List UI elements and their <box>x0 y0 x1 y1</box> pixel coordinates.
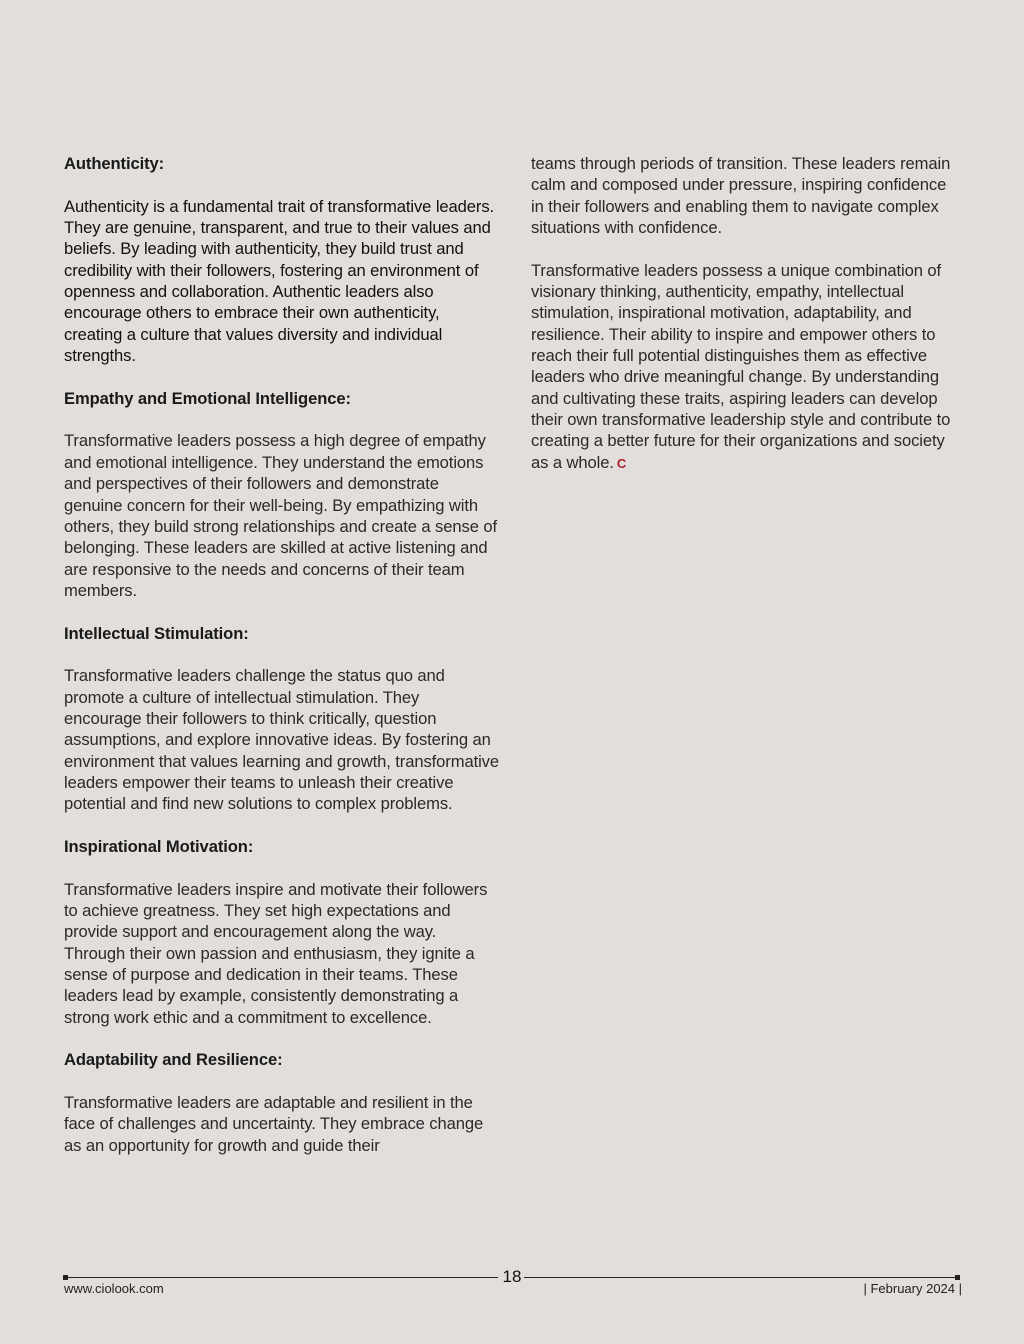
section-heading-empathy: Empathy and Emotional Intelligence: <box>64 388 351 408</box>
footer-line-right-endpoint <box>955 1275 960 1280</box>
end-of-article-mark-icon: C <box>616 455 627 471</box>
page-number: 18 <box>502 1267 522 1286</box>
section-heading-intellectual-stimulation: Intellectual Stimulation: <box>64 623 249 643</box>
paragraph-empathy: Transformative leaders possess a high degree of empathy and emotional intelligence. They understand the emotions and perspectives of their followers and demonstrate genuine concern for their well-being. By empathizing with others, they build strong relationships and create a sense of belonging. These leaders are skilled at active listening and are responsive to the needs and concerns of their team members. <box>64 431 497 600</box>
paragraph-inspirational-motivation: Transformative leaders inspire and motivate their followers to achieve greatness. They set high expectations and provide support and encouragement along the way. Through their own passion and enthusiasm, they ignite a sense of purpose and dedication in their teams. These leaders lead by example, consistently demonstrating a strong work ethic and a commitment to excellence. <box>64 879 488 1027</box>
footer-issue-date: | February 2024 | <box>863 1281 962 1296</box>
paragraph-conclusion <box>531 260 963 474</box>
paragraph-intellectual-stimulation: Transformative leaders challenge the status quo and promote a culture of intellectual stimulation. They encourage their followers to think critically, question assumptions, and explore innovative ideas. By fostering an environment that values learning and growth, transformative leaders empower their teams to unleash their creative potential and find new solutions to complex problems. <box>64 666 499 814</box>
section-heading-authenticity: Authenticity: <box>64 154 165 173</box>
article-right-column <box>531 153 963 496</box>
article-left-column <box>64 153 500 1178</box>
paragraph-authenticity: Authenticity is a fundamental trait of transformative leaders. They are genuine, transparent, and true to their values and beliefs. By leading with authenticity, they build trust and credibility with their followers, fostering an environment of openness and collaboration. Authentic leaders also encourage others to embrace their own authenticity, creating a culture that values diversity and individual strengths. <box>64 196 495 366</box>
section-heading-adaptability: Adaptability and Resilience: <box>64 1050 283 1070</box>
footer-website: www.ciolook.com <box>64 1281 164 1296</box>
footer-rule-right <box>524 1277 960 1278</box>
paragraph-adaptability-continued: teams through periods of transition. These leaders remain calm and composed under pressure, inspiring confidence in their followers and enabling them to navigate complex situations with confidence. <box>531 154 951 238</box>
paragraph-adaptability: Transformative leaders are adaptable and resilient in the face of challenges and uncertainty. They embrace change as an opportunity for growth and guide their <box>64 1093 484 1155</box>
conclusion-text: Transformative leaders possess a unique combination of visionary thinking, authenticity, empathy, intellectual stimulation, inspirational motivation, adaptability, and resilience. Their ability to inspire and empower others to reach their full potential distinguishes them as effective leaders who drive meaningful change. By understanding and cultivating these traits, aspiring leaders can develop their own transformative leadership style and contribute to creating a better future for their organizations and society as a whole. <box>531 260 951 472</box>
footer-rule-left <box>64 1277 498 1278</box>
section-heading-inspirational-motivation: Inspirational Motivation: <box>64 837 254 856</box>
